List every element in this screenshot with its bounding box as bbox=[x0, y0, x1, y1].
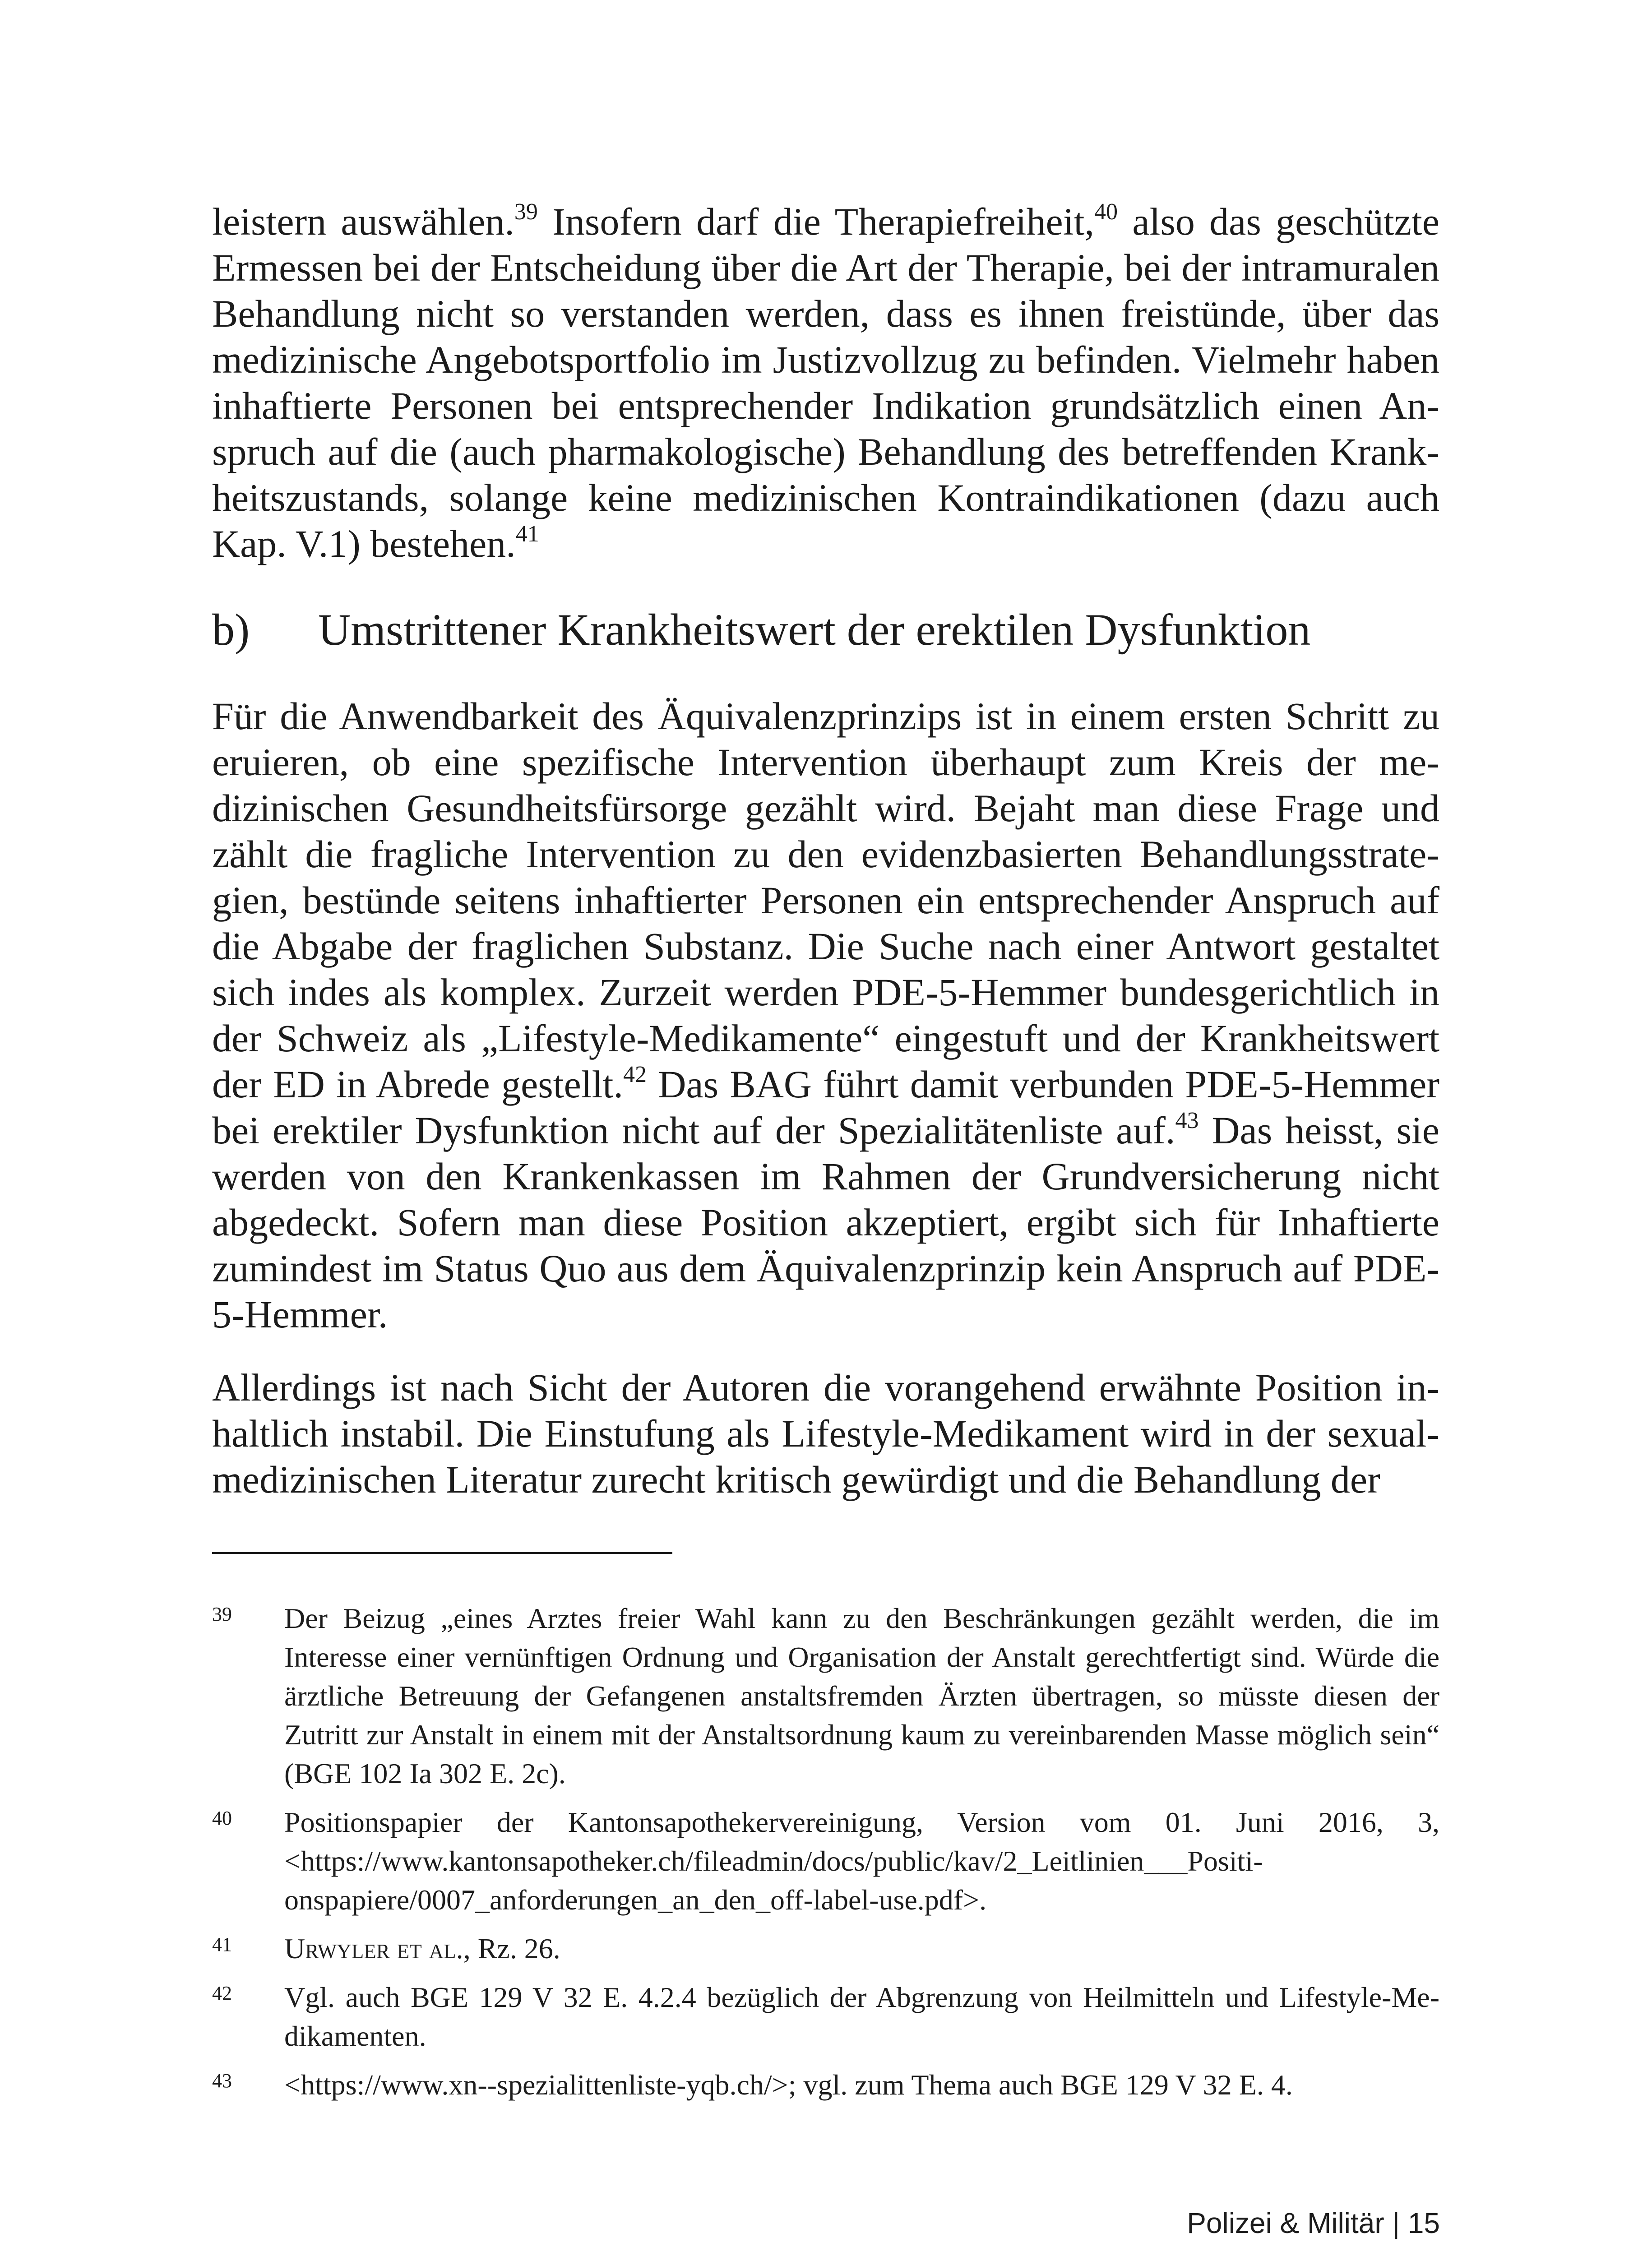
paragraph-text: leistern auswählen. bbox=[212, 200, 514, 243]
paragraph-text: Für die Anwendbarkeit des Äquivalenzprinzips ist in einem ersten Schritt zu eruieren, ob eine spezifische Intervention überhaupt zum Kreis der medizinischen Gesundheitsfürsorge gezählt wird. Bejaht man diese Frage und zählt die fragliche Intervention zu den evidenzbasierten Behandlungsstrategien, bestünde seitens inhaftierter Personen ein entsprechender Anspruch auf die Abgabe der fraglichen Substanz. Die Suche nach einer Antwort gestaltet sich indes als komplex. Zurzeit werden PDE-5-Hemmer bundesgerichtlich in der Schweiz als „Lifestyle-Medikamente“ eingestuft und der Krankheitswert der ED in Abrede gestellt. bbox=[212, 694, 1439, 1106]
footnote-40 bbox=[212, 1803, 1439, 1919]
footnote-text-rest: , Rz. 26. bbox=[463, 1932, 560, 1965]
footnote-reference[interactable]: 40 bbox=[1094, 199, 1118, 225]
footnote-text: Der Beizug „eines Arztes freier Wahl kann zu den Beschränkungen gezählt werden, die im Interesse einer vernünftigen Ordnung und Organisation der Anstalt gerechtfertigt sind. Würde die ärztliche Betreuung der Gefangenen anstaltsfremden Ärzten übertragen, so müsste diesen der Zutritt zur Anstalt in einem mit der Anstaltsordnung kaum zu vereinbarenden Masse möglich sein“ (BGE 102 Ia 302 E. 2c). bbox=[284, 1602, 1439, 1789]
footnote-42 bbox=[212, 1978, 1439, 2056]
footnote-separator bbox=[212, 1552, 672, 1554]
author-name: Urwyler et al. bbox=[284, 1932, 463, 1965]
paragraph-text: Das BAG führt damit verbunden PDE-5-Hemmer bei erektiler Dysfunktion nicht auf der Spezialitätenliste auf. bbox=[212, 1063, 1439, 1152]
footnote-43 bbox=[212, 2066, 1439, 2104]
section-title: Umstrittener Krankheitswert der erektilen Dysfunktion bbox=[318, 605, 1311, 655]
footnote-number: 39 bbox=[212, 1603, 232, 1625]
paragraph-text: Insofern darf die Therapiefreiheit, bbox=[537, 200, 1095, 243]
paragraph-text: also das geschützte Ermessen bei der Entscheidung über die Art der Therapie, bei der intramuralen Behandlung nicht so verstanden werden, dass es ihnen freistünde, über das medizinische Angebotsportfolio im Justizvollzug zu befinden. Vielmehr haben inhaftierte Personen bei entsprechender Indikation grundsätzlich einen Anspruch auf die (auch pharmakologische) Behandlung des betreffenden Krankheitszustands, solange keine medizinischen Kontraindikationen (dazu auch Kap. V.1) bestehen. bbox=[212, 200, 1440, 565]
footnote-reference[interactable]: 41 bbox=[515, 521, 539, 547]
paragraph bbox=[212, 693, 1439, 1337]
paragraph-continuation bbox=[212, 199, 1439, 567]
page-footer: Polizei & Militär | 15 bbox=[1187, 2207, 1440, 2239]
footnote-number: 41 bbox=[212, 1933, 232, 1956]
footnote-text: Positionspapier der Kantonsapothekervereinigung, Version vom 01. Juni 2016, 3, <https://www.kantonsapotheker.ch/fileadmin/docs/public/kav/2_Leitlinien___Positionspapiere/0007_anforderungen_an_den_off-label-use.pdf>. bbox=[284, 1806, 1439, 1916]
footnote-reference[interactable]: 42 bbox=[623, 1062, 647, 1087]
footnote-39 bbox=[212, 1599, 1439, 1793]
footnote-text: Vgl. auch BGE 129 V 32 E. 4.2.4 bezüglich der Abgrenzung von Heilmitteln und Lifestyle-Medikamenten. bbox=[284, 1981, 1439, 2052]
paragraph-text: Das heisst, sie werden von den Krankenkassen im Rahmen der Grundversicherung nicht abgedeckt. Sofern man diese Position akzeptiert, ergibt sich für Inhaftierte zumindest im Status Quo aus dem Äquivalenzprinzip kein Anspruch auf PDE-5-Hemmer. bbox=[212, 1109, 1439, 1336]
section-number: b) bbox=[212, 605, 250, 655]
footnote-reference[interactable]: 39 bbox=[514, 199, 538, 225]
footnote-reference[interactable]: 43 bbox=[1175, 1108, 1199, 1133]
footnote-41 bbox=[212, 1929, 1439, 1968]
footnote-text: <https://www.xn--spezialittenliste-yqb.ch/>; vgl. zum Thema auch BGE 129 V 32 E. 4. bbox=[284, 2069, 1293, 2101]
section-heading bbox=[212, 603, 1439, 657]
footnote-number: 43 bbox=[212, 2070, 232, 2092]
page-content bbox=[212, 199, 1439, 2114]
footnote-number: 40 bbox=[212, 1807, 232, 1829]
footnote-text bbox=[284, 1929, 1439, 1968]
footnotes bbox=[212, 1599, 1439, 2104]
footnote-number: 42 bbox=[212, 1982, 232, 2004]
paragraph: Allerdings ist nach Sicht der Autoren die vorangehend erwähnte Position inhaltlich instabil. Die Einstufung als Lifestyle-Medikament wird in der sexualmedizinischen Literatur zurecht kritisch gewürdigt und die Behandlung der bbox=[212, 1366, 1439, 1501]
